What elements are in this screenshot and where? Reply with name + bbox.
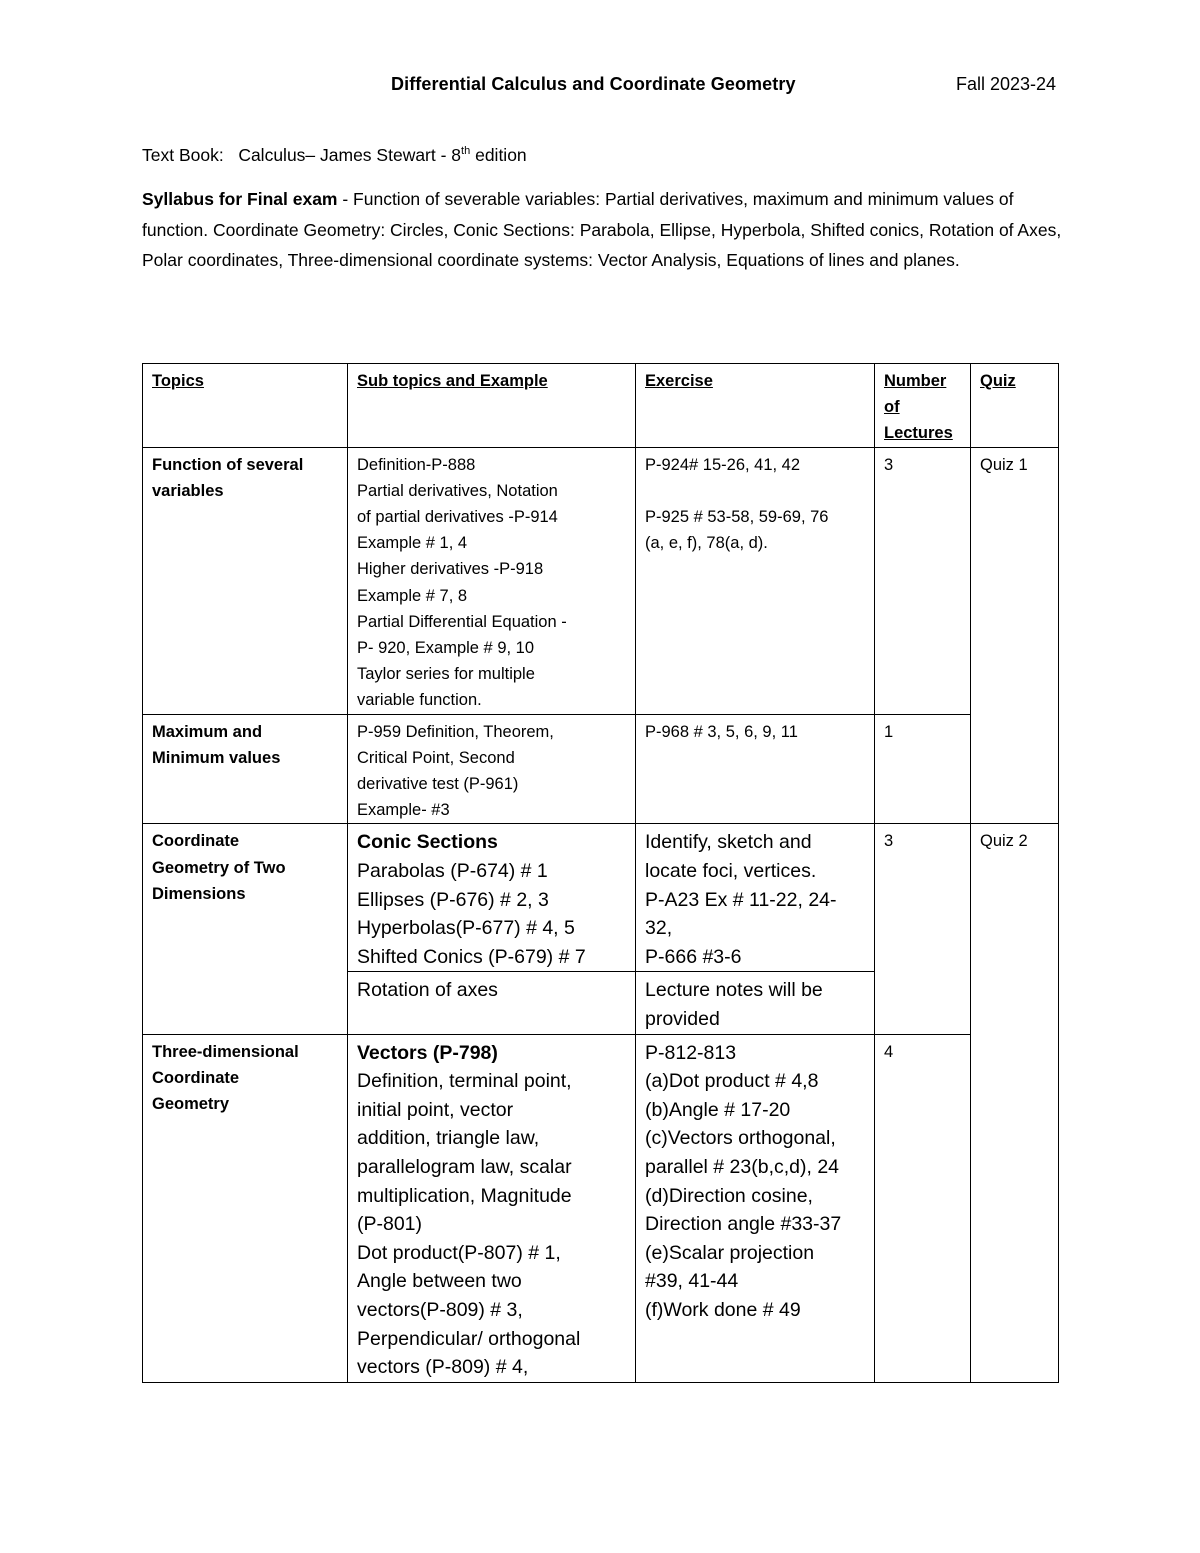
- syllabus-paragraph: [142, 184, 1072, 276]
- topic-cell: Function of several variables: [143, 447, 348, 714]
- table-row: [143, 714, 1059, 824]
- header-lectures: Number of Lectures: [875, 364, 971, 448]
- lectures-cell: 1: [875, 714, 971, 824]
- exercise-cell: P-812-813 (a)Dot product # 4,8 (b)Angle # 17-20 (c)Vectors orthogonal, parallel # 23(b,c,d), 24 (d)Direction cosine, Direction angle #33-37 (e)Scalar projection #39, 41-44 (f)Work done # 49: [636, 1034, 875, 1382]
- lectures-cell: 3: [875, 824, 971, 1034]
- lectures-cell: 3: [875, 447, 971, 714]
- header-topics: Topics: [143, 364, 348, 448]
- subtopic-cell: Vectors (P-798) Definition, terminal point, initial point, vector addition, triangle law, parallelogram law, scalar multiplication, Magnitude (P-801) Dot product(P-807) # 1, Angle between two vectors(P-809) # 3, Perpendicular/ orthogonal vectors (P-809) # 4,: [348, 1034, 636, 1382]
- table-header-row: [143, 364, 1059, 448]
- table-row: [143, 1034, 1059, 1382]
- quiz-cell: Quiz 2: [971, 824, 1059, 1382]
- syllabus-table: [142, 363, 1059, 1383]
- syllabus-label: Syllabus for Final exam: [142, 189, 338, 209]
- document-title: Differential Calculus and Coordinate Geometry: [391, 74, 796, 94]
- textbook-value: Calculus– James Stewart - 8: [238, 145, 462, 165]
- exercise-cell: Lecture notes will be provided: [636, 972, 875, 1034]
- header-subtopics: Sub topics and Example: [348, 364, 636, 448]
- textbook-edition: edition: [470, 145, 527, 165]
- topic-cell: Coordinate Geometry of Two Dimensions: [143, 824, 348, 1034]
- quiz-cell: Quiz 1: [971, 447, 1059, 824]
- textbook-label: Text Book:: [142, 145, 224, 165]
- subtopic-cell: Conic Sections Parabolas (P-674) # 1 Ellipses (P-676) # 2, 3 Hyperbolas(P-677) # 4, 5 Shifted Conics (P-679) # 7: [348, 824, 636, 972]
- topic-cell: Maximum and Minimum values: [143, 714, 348, 824]
- exercise-cell: P-924# 15-26, 41, 42 P-925 # 53-58, 59-69, 76 (a, e, f), 78(a, d).: [636, 447, 875, 714]
- term-label: Fall 2023-24: [956, 74, 1057, 94]
- exercise-cell: Identify, sketch and locate foci, vertices. P-A23 Ex # 11-22, 24- 32, P-666 #3-6: [636, 824, 875, 972]
- subtopic-cell: Rotation of axes: [348, 972, 636, 1034]
- table-row: [143, 824, 1059, 972]
- subtopic-cell: Definition-P-888 Partial derivatives, Notation of partial derivatives -P-914 Example # 1, 4 Higher derivatives -P-918 Example # 7, 8 Partial Differential Equation - P- 920, Example # 9, 10 Taylor series for multiple variable function.: [348, 447, 636, 714]
- header-quiz: Quiz: [971, 364, 1059, 448]
- edition-superscript: th: [461, 145, 471, 157]
- syllabus-text: - Function of severable variables: Partial derivatives, maximum and minimum values of function. Coordinate Geometry: Circles, Conic Sections: Parabola, Ellipse, Hyperbola, Shifted conics, Rotation of Axes, Polar coordinates, Three-dimensional coordinate systems: Vector Analysis, Equations of lines and planes.: [142, 189, 1062, 270]
- textbook-line: [142, 145, 527, 166]
- table-row: [143, 447, 1059, 714]
- topic-cell: Three-dimensional Coordinate Geometry: [143, 1034, 348, 1382]
- lectures-cell: 4: [875, 1034, 971, 1382]
- subtopic-cell: P-959 Definition, Theorem, Critical Point, Second derivative test (P-961) Example- #3: [348, 714, 636, 824]
- exercise-cell: P-968 # 3, 5, 6, 9, 11: [636, 714, 875, 824]
- header-exercise: Exercise: [636, 364, 875, 448]
